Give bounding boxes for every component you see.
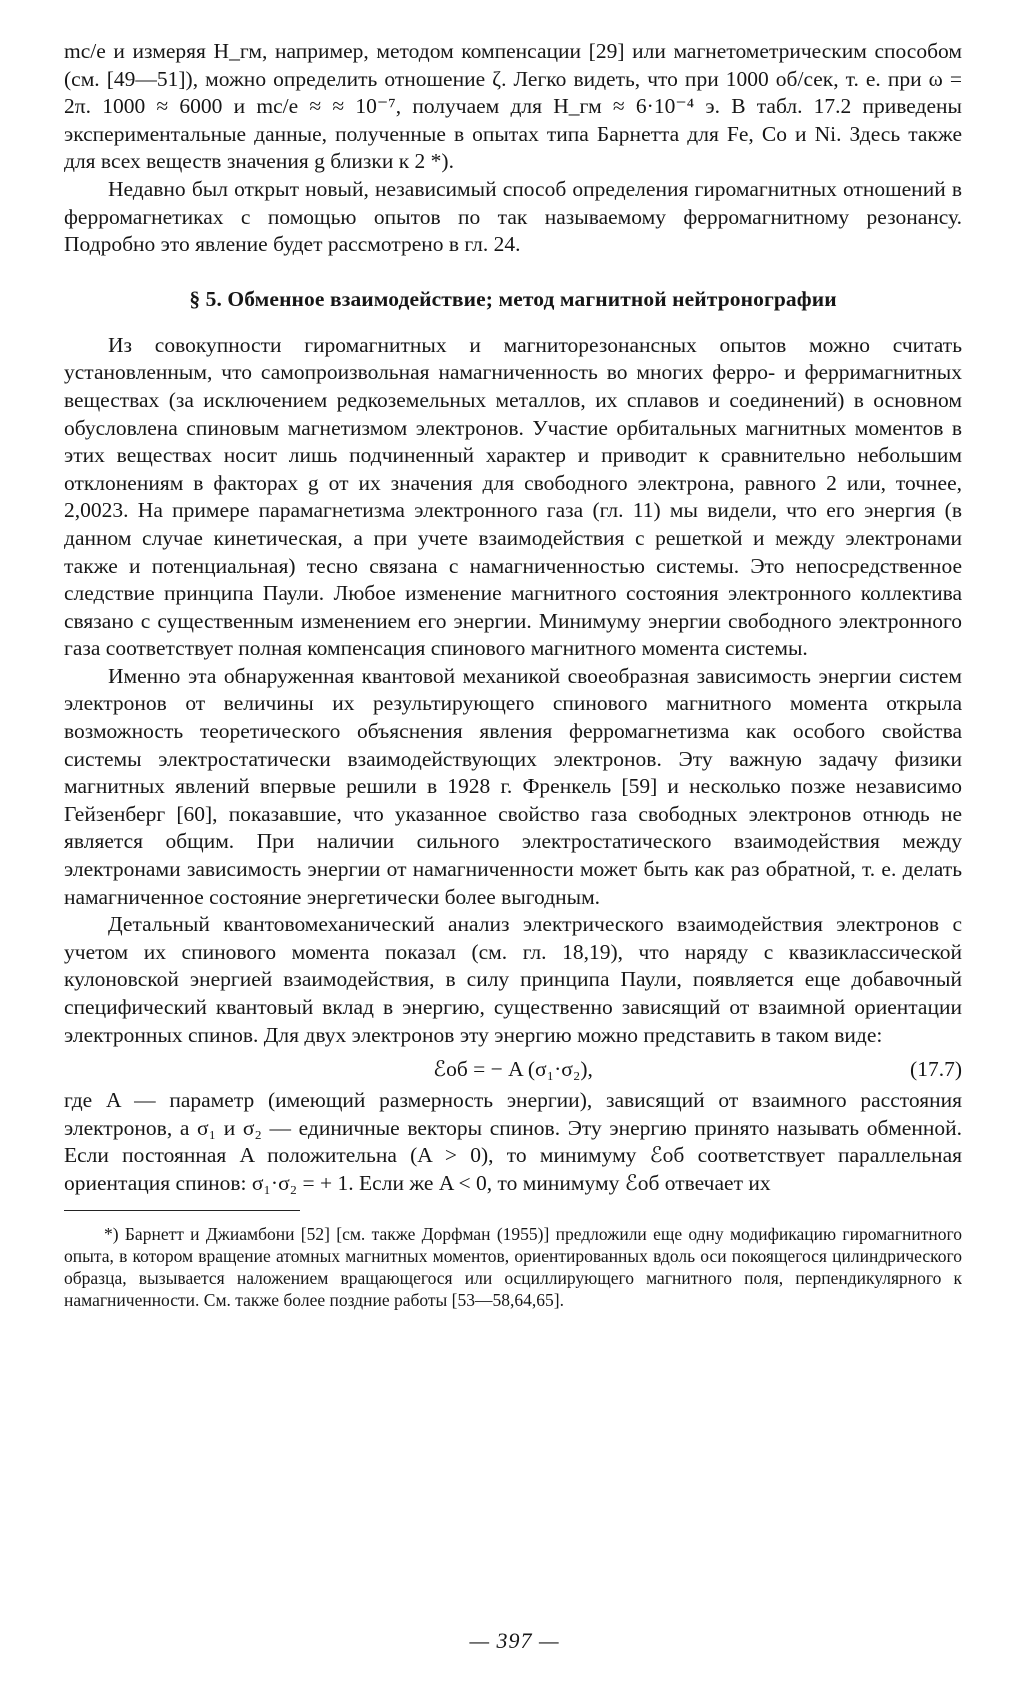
footnote: *) Барнетт и Джиамбони [52] [см. также Дорфман (1955)] предложили еще одну модификацию гиромагнитного опыта, в котором вращение атомных магнитных моментов, ориентированных вдоль оси покоящегося цилиндрического образца, вызывается наложением вращающегося или осциллирующего магнитного поля, перпендикулярного к намагниченности. См. также более поздние работы [53—58,64,65]. (64, 1223, 962, 1310)
paragraph-exchange-analysis: Детальный квантовомеханический анализ электрического взаимодействия электронов с учетом их спинового момента показал (см. гл. 18,19), что наряду с квазиклассической кулоновской энергией взаимодействия, в силу принципа Паули, появляется еще добавочный специфический квантовый вклад в энергию, существенно зависящий от взаимной ориентации электронных спинов. Для двух электронов эту энергию можно представить в таком виде: (64, 912, 962, 1047)
paragraph-frenkel-heisenberg: Именно эта обнаруженная квантовой механикой своеобразная зависимость энергии систем электронов от величины их результирующего спинового магнитного момента открыла возможность теоретического объяснения явления ферромагнетизма как особого свойства системы электростатически взаимодействующих электронов. Эту важную задачу физики магнитных явлений впервые решили в 1928 г. Френкель [59] и несколько позже независимо Гейзенберг [60], показавшие, что указанное свойство газа свободных электронов отнюдь не является общим. При наличии сильного электростатического взаимодействия между электронами зависимость энергии от намагниченности может быть как раз обратной, т. е. делать намагниченное состояние энергетически более выгодным. (64, 663, 962, 909)
equation-number: (17.7) (910, 1057, 962, 1082)
paragraph-ferromagnetic-resonance: Недавно был открыт новый, независимый способ определения гиромагнитных отношений в ферромагнетиках с помощью опытов по так называемому ферромагнитному резонансу. Подробно это явление будет рассмотрено в гл. 24. (64, 176, 962, 257)
paragraph-gyromagnetic-measurement: mc/e и измеряя H_гм, например, методом компенсации [29] или магнетометрическим способом (см. [49—51]), можно определить отношение ζ. Легко видеть, что при 1000 об/сек, т. е. при ω = 2π. 1000 ≈ 6000 и mc/e ≈ ≈ 10⁻⁷, получаем для H_гм ≈ 6·10⁻⁴ э. В табл. 17.2 приведены экспериментальные данные, полученные в опытах типа Барнетта для Fe, Co и Ni. Здесь также для всех веществ значения g близки к 2 *). (64, 39, 962, 174)
footnote-divider (64, 1210, 300, 1211)
equation-formula: ℰоб = − A (σ₁·σ₂), (433, 1057, 593, 1082)
equation-17-7 (64, 1053, 962, 1085)
page-body (64, 38, 962, 1311)
page-number: — 397 — (469, 1628, 560, 1653)
paragraph-exchange-definition: где A — параметр (имеющий размерность энергии), зависящий от взаимного расстояния электронов, а σ₁ и σ₂ — единичные векторы спинов. Эту энергию принято называть обменной. Если постоянная A положительна (A > 0), то минимуму ℰоб соответствует параллельная ориентация спинов: σ₁·σ₂ = + 1. Если же A < 0, то минимуму ℰоб отвечает их (64, 1088, 962, 1195)
section-title: § 5. Обменное взаимодействие; метод магнитной нейтронографии (189, 286, 837, 311)
paragraph-spin-magnetism: Из совокупности гиромагнитных и магниторезонансных опытов можно считать установленным, что самопроизвольная намагниченность во многих ферро- и ферримагнитных веществах (за исключением редкоземельных металлов, их сплавов и соединений) в основном обусловлена спиновым магнетизмом электронов. Участие орбитальных магнитных моментов в этих веществах носит лишь подчиненный характер и приводит к сравнительно небольшим отклонениям в факторах g от их значения для свободного электрона, равного 2 или, точнее, 2,0023. На примере парамагнетизма электронного газа (гл. 11) мы видели, что его энергия (в данном случае кинетическая, а при учете взаимодействия с решеткой и между электронами также и потенциальная) тесно связана с намагниченностью системы. Это непосредственное следствие принципа Паули. Любое изменение магнитного состояния электронного коллектива связано с существенным изменением его энергии. Минимуму энергии свободного электронного газа соответствует полная компенсация спинового магнитного момента системы. (64, 332, 962, 661)
